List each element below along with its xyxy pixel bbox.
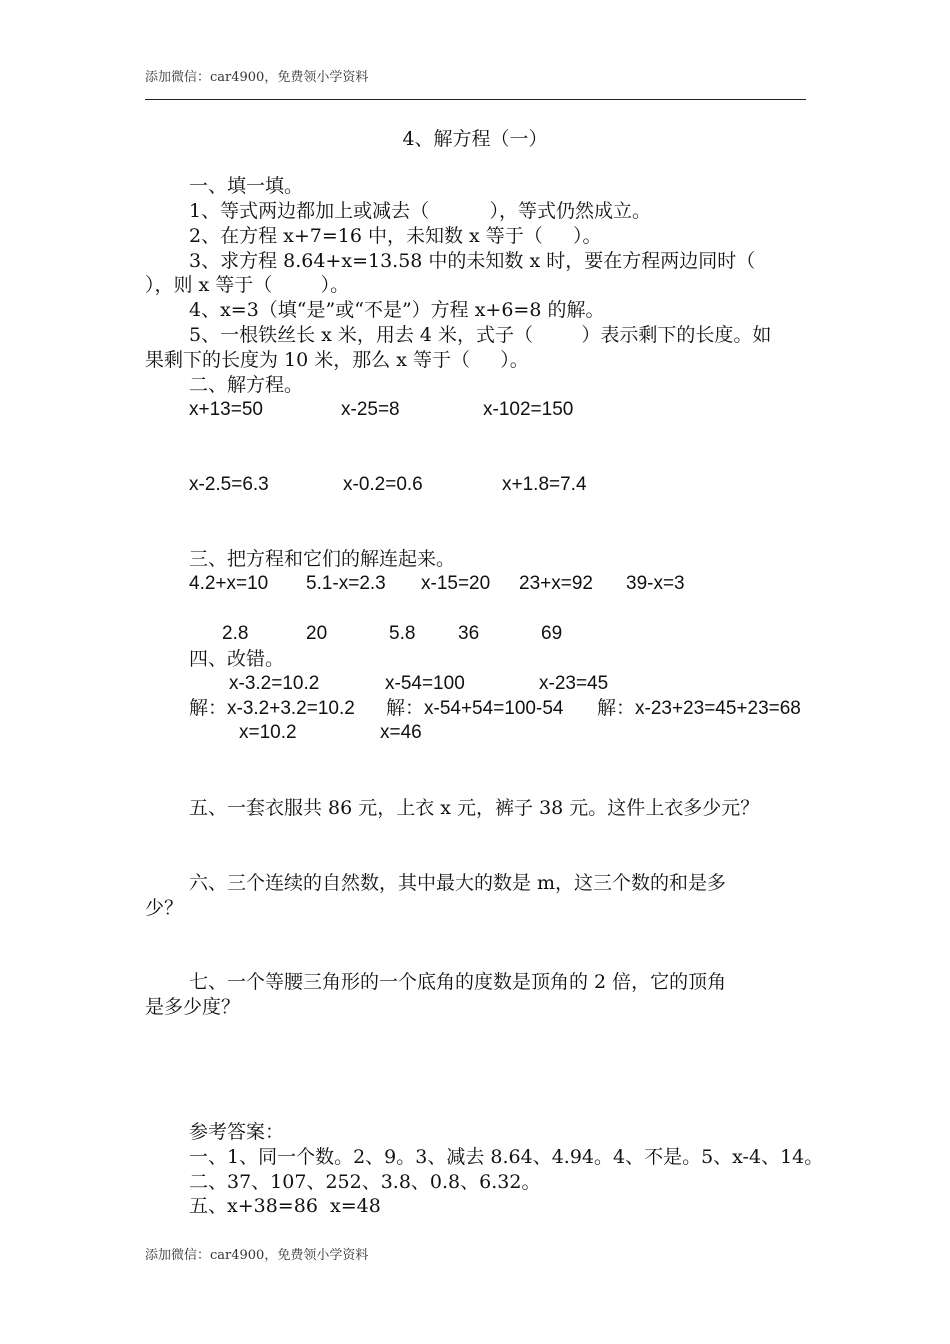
section2-heading: 二、解方程。 — [189, 374, 304, 396]
section6-problem-line-2: 少？ — [145, 897, 184, 919]
question-2: 2、在方程 x+7=16 中，未知数 x 等于（ ）。 — [189, 225, 602, 247]
equation: x-0.2=0.6 — [343, 474, 423, 495]
question-5-line-1: 5、一根铁丝长 x 米，用去 4 米，式子（ ）表示剩下的长度。如 — [189, 324, 772, 346]
equation: x+1.8=7.4 — [502, 474, 587, 495]
answers-line-2: 二、37、107、252、3.8、0.8、6.32。 — [189, 1171, 541, 1193]
equation: x-25=8 — [341, 399, 400, 420]
section5-problem: 五、一套衣服共 86 元，上衣 x 元，裤子 38 元。这件上衣多少元？ — [189, 797, 760, 819]
matching-solution: 20 — [306, 623, 328, 644]
matching-equation: 39-x=3 — [626, 573, 685, 594]
matching-solution: 36 — [458, 623, 480, 644]
answers-line-3: 五、x+38=86 x=48 — [189, 1195, 381, 1217]
page-title: 4、解方程（一） — [402, 128, 548, 150]
matching-equation: 5.1-x=2.3 — [306, 573, 386, 594]
matching-equation: x-15=20 — [421, 573, 491, 594]
matching-equation: 23+x=92 — [519, 573, 593, 594]
equation: x-2.5=6.3 — [189, 474, 269, 495]
section1-heading: 一、填一填。 — [189, 175, 304, 197]
section7-problem-line-2: 是多少度？ — [145, 996, 241, 1018]
header-rule — [145, 99, 806, 100]
correction-problem: x-3.2=10.2 — [229, 673, 320, 694]
question-3-line-1: 3、求方程 8.64+x=13.58 中的未知数 x 时，要在方程两边同时（ — [189, 250, 756, 272]
equation: x-102=150 — [483, 399, 574, 420]
correction-problem: x-54=100 — [385, 673, 465, 694]
matching-solution: 69 — [541, 623, 563, 644]
correction-work: 解：x-3.2+3.2=10.2 — [189, 698, 355, 719]
page-header: 添加微信：car4900，免费领小学资料 — [145, 70, 369, 85]
equation: x+13=50 — [189, 399, 263, 420]
correction-answer: x=10.2 — [239, 722, 297, 743]
section3-heading: 三、把方程和它们的解连起来。 — [189, 548, 456, 570]
answers-heading: 参考答案： — [189, 1121, 285, 1143]
question-3-line-2: ），则 x 等于（ ）。 — [145, 274, 350, 296]
matching-solution: 2.8 — [222, 623, 249, 644]
correction-answer: x=46 — [380, 722, 422, 743]
section4-heading: 四、改错。 — [189, 648, 285, 670]
question-1: 1、等式两边都加上或减去（ ），等式仍然成立。 — [189, 200, 651, 222]
question-5-line-2: 果剩下的长度为 10 米，那么 x 等于（ ）。 — [145, 349, 529, 371]
section6-problem-line-1: 六、三个连续的自然数，其中最大的数是 m，这三个数的和是多 — [189, 872, 727, 894]
correction-problem: x-23=45 — [539, 673, 609, 694]
section7-problem-line-1: 七、一个等腰三角形的一个底角的度数是顶角的 2 倍，它的顶角 — [189, 971, 727, 993]
matching-solution: 5.8 — [389, 623, 416, 644]
correction-work: 解：x-54+54=100-54 — [386, 698, 564, 719]
page-footer: 添加微信：car4900，免费领小学资料 — [145, 1248, 369, 1263]
matching-equation: 4.2+x=10 — [189, 573, 269, 594]
answers-line-1: 一、1、同一个数。2、9。3、减去 8.64、4.94。4、不是。5、x-4、14。 — [189, 1146, 824, 1168]
question-4: 4、x=3（填“是”或“不是”）方程 x+6=8 的解。 — [189, 299, 605, 321]
correction-work: 解：x-23+23=45+23=68 — [597, 698, 801, 719]
